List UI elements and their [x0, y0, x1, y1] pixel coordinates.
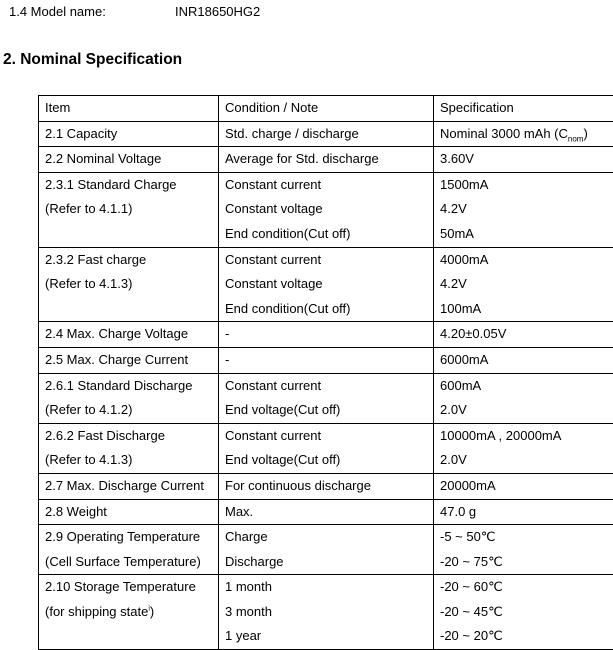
capacity-closing-paren: ) [583, 126, 587, 141]
cell-item-text: 2.4 Max. Charge Voltage [45, 326, 188, 341]
cell-specification-text: 4.20±0.05V [440, 326, 506, 341]
cell-condition [219, 347, 434, 373]
cell-specification-line [434, 348, 613, 373]
cell-condition [219, 247, 434, 322]
cell-specification-line [434, 398, 613, 423]
cell-item [39, 247, 219, 322]
cell-condition [219, 575, 434, 650]
cell-condition [219, 373, 434, 423]
cell-item-line [39, 600, 218, 625]
cell-specification-line [434, 122, 613, 147]
cell-condition-line [219, 197, 433, 222]
cell-condition-text: - [225, 326, 229, 341]
cell-condition-text: End voltage(Cut off) [225, 452, 340, 467]
cell-item-line [39, 398, 218, 423]
cell-condition-line [219, 424, 433, 449]
cell-item [39, 575, 219, 650]
cell-condition-line [219, 398, 433, 423]
cell-specification-text: 2.0V [440, 452, 467, 467]
cell-item-text: (Cell Surface Temperature) [45, 554, 201, 569]
cell-item-text: 2.8 Weight [45, 504, 107, 519]
cell-condition-text: End voltage(Cut off) [225, 402, 340, 417]
cell-condition-text: Discharge [225, 554, 284, 569]
cell-specification-line [434, 222, 613, 247]
cell-condition-line [219, 500, 433, 525]
cell-specification-line [434, 197, 613, 222]
cell-item-text: (Refer to 4.1.2) [45, 402, 132, 417]
cell-specification-text: 4000mA [440, 252, 488, 267]
cell-specification-text: 100mA [440, 301, 481, 316]
cell-specification-text: 2.0V [440, 402, 467, 417]
cell-item-line [39, 173, 218, 198]
cell-item-line [39, 322, 218, 347]
cell-specification-text: 3.60V [440, 151, 474, 166]
header-cell-condition [219, 96, 434, 122]
cell-item-text: 2.9 Operating Temperature [45, 529, 200, 544]
cell-specification-line [434, 374, 613, 399]
cell-condition-line [219, 374, 433, 399]
cell-item-line [39, 448, 218, 473]
cell-specification-text: 4.2V [440, 201, 467, 216]
cell-condition-line [219, 147, 433, 172]
footnote-marker: i [148, 606, 150, 613]
cell-specification-line [434, 550, 613, 575]
section-title: 2. Nominal Specification [3, 51, 182, 69]
cell-item [39, 347, 219, 373]
cell-item-line [39, 222, 218, 247]
cell-specification-line [434, 500, 613, 525]
cell-item-line [39, 122, 218, 147]
header-cell-item [39, 96, 219, 122]
cell-condition-text: 1 year [225, 628, 261, 643]
cell-condition [219, 322, 434, 348]
cell-item-text: 2.3.2 Fast charge [45, 252, 146, 267]
table-row [39, 575, 613, 650]
cell-specification-line [434, 248, 613, 273]
cell-item [39, 373, 219, 423]
cell-specification-line [434, 474, 613, 499]
cell-item-text: 2.1 Capacity [45, 126, 117, 141]
cell-item-text: (for shipping state [45, 604, 148, 619]
cell-item-line [39, 424, 218, 449]
cell-specification [434, 423, 613, 473]
cell-item-text: 2.7 Max. Discharge Current [45, 478, 204, 493]
cell-item-text: 2.10 Storage Temperature [45, 579, 196, 594]
cell-condition-text: Average for Std. discharge [225, 151, 379, 166]
cell-item-line [39, 197, 218, 222]
cell-specification-line [434, 297, 613, 322]
cell-condition-text: End condition(Cut off) [225, 226, 351, 241]
table-header-row [39, 96, 613, 122]
cell-item-line [39, 272, 218, 297]
cell-specification [434, 575, 613, 650]
cell-condition-line [219, 575, 433, 600]
cell-item-line [39, 500, 218, 525]
cell-specification [434, 499, 613, 525]
table-row [39, 473, 613, 499]
cell-item-line [39, 624, 218, 649]
cell-specification-text: 47.0 g [440, 504, 476, 519]
cell-specification-line [434, 147, 613, 172]
cell-specification [434, 473, 613, 499]
cell-condition-text: 1 month [225, 579, 272, 594]
cell-specification-text: Nominal 3000 mAh (C [440, 126, 568, 141]
cell-condition-line [219, 624, 433, 649]
cell-specification [434, 322, 613, 348]
cell-specification-text: -20 ~ 20℃ [440, 628, 503, 643]
cell-item [39, 499, 219, 525]
cell-condition-line [219, 272, 433, 297]
cell-condition-text: Constant current [225, 252, 321, 267]
table-row [39, 423, 613, 473]
cell-condition-line [219, 297, 433, 322]
table-row [39, 172, 613, 247]
table-row [39, 322, 613, 348]
cell-item-line [39, 348, 218, 373]
model-name-value: INR18650HG2 [175, 4, 260, 20]
cell-item [39, 525, 219, 575]
cell-specification [434, 147, 613, 173]
cell-item-text: (Refer to 4.1.1) [45, 201, 132, 216]
cell-specification-text: 50mA [440, 226, 474, 241]
cell-condition-line [219, 222, 433, 247]
cell-condition-text: Constant current [225, 428, 321, 443]
cell-item-text: (Refer to 4.1.3) [45, 276, 132, 291]
table-row [39, 373, 613, 423]
cell-condition-text: Max. [225, 504, 253, 519]
cell-condition-text: For continuous discharge [225, 478, 371, 493]
header-condition: Condition / Note [219, 96, 433, 121]
cell-condition-line [219, 474, 433, 499]
cell-condition-line [219, 448, 433, 473]
cell-condition [219, 423, 434, 473]
cell-item [39, 172, 219, 247]
capacity-subscript: nom [568, 134, 584, 143]
cell-specification-line [434, 272, 613, 297]
cell-specification-line [434, 600, 613, 625]
cell-item-text: 2.2 Nominal Voltage [45, 151, 161, 166]
cell-condition-text: Constant current [225, 378, 321, 393]
cell-condition-line [219, 348, 433, 373]
cell-specification-line [434, 624, 613, 649]
cell-condition-text: Std. charge / discharge [225, 126, 359, 141]
cell-item-text: (Refer to 4.1.3) [45, 452, 132, 467]
cell-specification-line [434, 322, 613, 347]
closing-paren: ) [150, 604, 154, 619]
cell-specification-line [434, 448, 613, 473]
table-row [39, 525, 613, 575]
cell-specification-text: -5 ~ 50℃ [440, 529, 495, 544]
cell-condition-line [219, 600, 433, 625]
header-specification: Specification [434, 96, 613, 121]
cell-specification-text: 10000mA , 20000mA [440, 428, 561, 443]
model-name-line [9, 4, 106, 20]
cell-specification-line [434, 575, 613, 600]
cell-item [39, 147, 219, 173]
cell-condition [219, 172, 434, 247]
cell-specification-text: -20 ~ 60℃ [440, 579, 503, 594]
cell-specification-text: -20 ~ 45℃ [440, 604, 503, 619]
header-item: Item [39, 96, 218, 121]
cell-condition [219, 499, 434, 525]
cell-specification [434, 121, 613, 147]
cell-condition [219, 147, 434, 173]
cell-condition-text: Charge [225, 529, 268, 544]
cell-item-line [39, 550, 218, 575]
table-row [39, 247, 613, 322]
cell-specification-text: 20000mA [440, 478, 496, 493]
cell-item-line [39, 575, 218, 600]
cell-item-line [39, 297, 218, 322]
cell-condition-text: Constant voltage [225, 201, 323, 216]
cell-condition-line [219, 322, 433, 347]
header-cell-specification [434, 96, 613, 122]
cell-condition-line [219, 550, 433, 575]
cell-item-text: 2.6.1 Standard Discharge [45, 378, 192, 393]
table-row [39, 347, 613, 373]
cell-item-line [39, 374, 218, 399]
cell-item [39, 473, 219, 499]
cell-item-line [39, 147, 218, 172]
cell-item-line [39, 248, 218, 273]
cell-condition-line [219, 122, 433, 147]
cell-item [39, 322, 219, 348]
table-row [39, 121, 613, 147]
cell-specification [434, 247, 613, 322]
spec-table-body [39, 96, 613, 650]
table-row [39, 499, 613, 525]
nominal-spec-table [38, 95, 613, 650]
cell-condition-line [219, 248, 433, 273]
cell-specification-text: 1500mA [440, 177, 488, 192]
cell-specification-line [434, 525, 613, 550]
cell-condition [219, 473, 434, 499]
cell-specification [434, 373, 613, 423]
cell-item-line [39, 525, 218, 550]
cell-specification-text: 6000mA [440, 352, 488, 367]
cell-item [39, 423, 219, 473]
cell-specification-text: 600mA [440, 378, 481, 393]
cell-specification-line [434, 424, 613, 449]
cell-condition [219, 525, 434, 575]
cell-condition-text: - [225, 352, 229, 367]
cell-item [39, 121, 219, 147]
cell-condition-text: End condition(Cut off) [225, 301, 351, 316]
cell-condition-text: 3 month [225, 604, 272, 619]
cell-condition-text: Constant voltage [225, 276, 323, 291]
cell-specification-text: -20 ~ 75℃ [440, 554, 503, 569]
cell-item-line [39, 474, 218, 499]
cell-specification-line [434, 173, 613, 198]
cell-item-text: 2.5 Max. Charge Current [45, 352, 188, 367]
table-row [39, 147, 613, 173]
cell-specification [434, 525, 613, 575]
cell-item-text: 2.6.2 Fast Discharge [45, 428, 165, 443]
cell-condition-line [219, 173, 433, 198]
cell-specification-text: 4.2V [440, 276, 467, 291]
model-name-label: 1.4 Model name: [9, 4, 106, 19]
cell-condition [219, 121, 434, 147]
cell-condition-text: Constant current [225, 177, 321, 192]
cell-item-text: 2.3.1 Standard Charge [45, 177, 177, 192]
cell-specification [434, 347, 613, 373]
cell-specification [434, 172, 613, 247]
cell-condition-line [219, 525, 433, 550]
